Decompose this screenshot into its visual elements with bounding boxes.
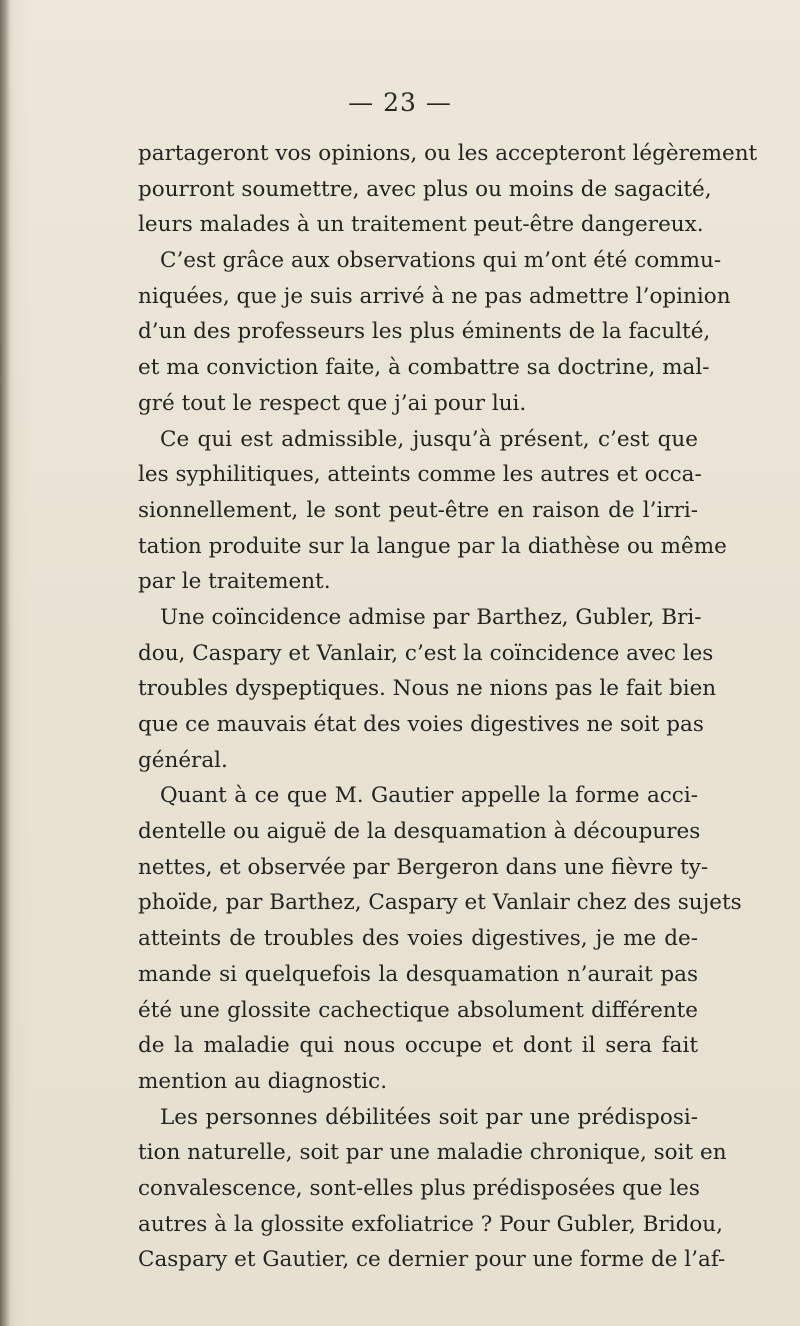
text-line: général. [138, 747, 228, 773]
text-line: Ce qui est admissible, jusqu’à présent, c’est que [160, 426, 698, 452]
text-line: Une coïncidence admise par Barthez, Gubler, Bri- [160, 604, 702, 630]
text-line: de la maladie qui nous occupe et dont il sera fait [138, 1033, 698, 1059]
text-line: été une glossite cachectique absolument différente [138, 997, 698, 1023]
text-line: sionnellement, le sont peut-être en raison de l’irri- [138, 497, 698, 523]
text-line: Quant à ce que M. Gautier appelle la forme acci- [160, 783, 698, 809]
text-line: Caspary et Gautier, ce dernier pour une forme de l’af- [138, 1247, 726, 1273]
text-line: niquées, que je suis arrivé à ne pas admettre l’opinion [138, 283, 731, 309]
text-line: nettes, et observée par Bergeron dans une fièvre ty- [138, 854, 709, 880]
page-number: — 23 — [348, 88, 452, 117]
text-line: phoïde, par Barthez, Caspary et Vanlair chez des sujets [138, 890, 742, 916]
text-line: autres à la glossite exfoliatrice ? Pour Gubler, Bridou, [138, 1211, 723, 1237]
text-line: par le traitement. [138, 569, 331, 595]
text-line: Les personnes débilitées soit par une prédisposi- [160, 1104, 698, 1130]
text-line: tion naturelle, soit par une maladie chronique, soit en [138, 1140, 727, 1166]
text-line: mande si quelquefois la desquamation n’aurait pas [138, 961, 698, 987]
text-line: et ma conviction faite, à combattre sa doctrine, mal- [138, 355, 710, 381]
text-line: C’est grâce aux observations qui m’ont été commu- [160, 248, 722, 274]
text-line: atteints de troubles des voies digestives, je me de- [138, 926, 698, 952]
body-text [138, 136, 758, 1278]
text-line: troubles dyspeptiques. Nous ne nions pas le fait bien [138, 676, 717, 702]
text-line: convalescence, sont-elles plus prédisposées que les [138, 1175, 700, 1201]
text-line: mention au diagnostic. [138, 1068, 388, 1094]
text-line: d’un des professeurs les plus éminents de la faculté, [138, 319, 711, 345]
text-line: tation produite sur la langue par la diathèse ou même [138, 533, 727, 559]
text-line: dentelle ou aiguë de la desquamation à découpures [138, 819, 701, 845]
text-line: gré tout le respect que j’ai pour lui. [138, 390, 527, 416]
text-line: dou, Caspary et Vanlair, c’est la coïncidence avec les [138, 640, 714, 666]
binding-shadow [0, 0, 10, 1326]
text-line: pourront soumettre, avec plus ou moins de sagacité, [138, 176, 712, 202]
text-line: partageront vos opinions, ou les accepteront légèrement [138, 141, 758, 166]
text-line: leurs malades à un traitement peut-être dangereux. [138, 212, 704, 238]
text-line: que ce mauvais état des voies digestives ne soit pas [138, 712, 704, 737]
text-line: les syphilitiques, atteints comme les autres et occa- [138, 462, 702, 488]
